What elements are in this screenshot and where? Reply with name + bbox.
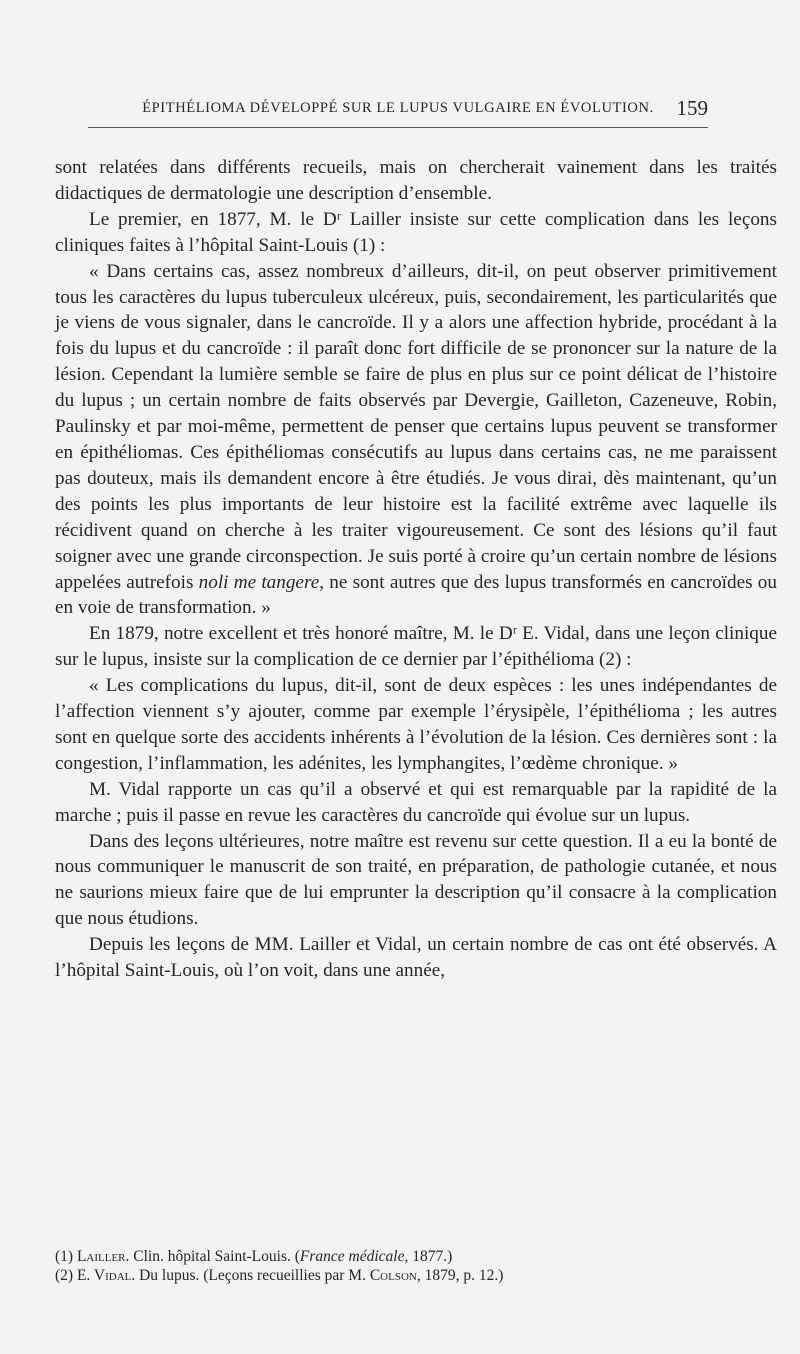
paragraph-lailler-intro: Le premier, en 1877, M. le Dʳ Lailler insiste sur cette complication dans les leçons cliniques faites à l’hôpital Saint-Louis (1) : bbox=[55, 208, 777, 256]
footnote-2-text: Du lupus. (Leçons recueillies par M. bbox=[135, 1267, 370, 1284]
running-header bbox=[88, 96, 708, 128]
paragraph-continuation: sont relatées dans différents recueils, mais on chercherait vainement dans les traités didactiques de dermatologie une description d’ensemble. bbox=[55, 157, 777, 204]
quote-vidal: « Les complications du lupus, dit-il, sont de deux espèces : les unes indépendantes de l’affection viennent s’y ajouter, comme par exemple l’érysipèle, l’épithélioma ; les autres sont en quelque sorte des accidents inhérents à l’évolution de la lésion. Ces dernières sont : la congestion, l’inflammation, les adénites, les lymphangites, l’œdème chronique. » bbox=[55, 675, 777, 774]
footnote-1-number: (1) bbox=[55, 1248, 74, 1265]
footnote-1-author: Lailler. bbox=[76, 1248, 130, 1265]
quote-lailler-italic: noli me tangere bbox=[198, 571, 320, 593]
running-title: ÉPITHÉLIOMA DÉVELOPPÉ SUR LE LUPUS VULGAIRE EN ÉVOLUTION. bbox=[142, 100, 654, 116]
quote-lailler-part-1: « Dans certains cas, assez nombreux d’ailleurs, dit-il, on peut observer primitivement tous les caractères du lupus tuberculeux ulcéreux, puis, secondairement, les particularités que je viens de vous signaler, dans le cancroïde. Il y a alors une affection hybride, procédant à la fois du lupus et du cancroïde : il paraît donc fort difficile de se prononcer sur la nature de la lésion. Cependant la lumière semble se faire de plus en plus sur ce point délicat de l’histoire du lupus ; un certain nombre de faits observés par Devergie, Gailleton, Cazeneuve, Robin, Paulinsky et par moi-même, permettent de penser que certains lupus peuvent se transformer en épithéliomas. Ces épithéliomas consécutifs au lupus dans certains cas, ne me paraissent pas douteux, mais ils demandent encore à être étudiés. Je vous dirai, dès maintenant, qu’un des points les plus importants de leur histoire est la facilité extrême avec laquelle ils récidivent quand on cherche à les traiter vigoureusement. Ce sont des lésions qu’il faut soigner avec une grande circonspection. Je suis porté à croire qu’un certain nombre de lésions appelées autrefois bbox=[55, 260, 777, 593]
footnote-2-end: , 1879, p. 12.) bbox=[416, 1267, 504, 1284]
paragraph-since: Depuis les leçons de MM. Lailler et Vidal, un certain nombre de cas ont été observés. A l’hôpital Saint-Louis, où l’on voit, dans une année, bbox=[55, 934, 777, 982]
footnote-2-editor: Colson bbox=[369, 1267, 417, 1284]
quote-lailler bbox=[55, 259, 777, 622]
footnotes bbox=[55, 1247, 777, 1285]
paragraph-later-lessons: Dans des leçons ultérieures, notre maître est revenu sur cette question. Il a eu la bonté de nous communiquer le manuscrit de son traité, en préparation, de pathologie cutanée, et nous ne saurions mieux faire que de lui emprunter la description qu’il consacre à la complication que nous étudions. bbox=[55, 830, 777, 930]
footnote-1-text: Clin. hôpital Saint-Louis. ( bbox=[129, 1248, 300, 1265]
footnote-2 bbox=[55, 1266, 777, 1285]
quote-lailler-part-2: , ne sont autres que des lupus transformés en cancroïdes ou en voie de transformation. » bbox=[55, 571, 777, 619]
footnote-2-number: (2) bbox=[55, 1267, 74, 1284]
footnote-1-journal: France médicale bbox=[299, 1248, 405, 1265]
footnote-1-end: , 1877.) bbox=[404, 1248, 453, 1265]
page-number: 159 bbox=[676, 96, 708, 120]
footnote-2-author: E. Vidal. bbox=[76, 1267, 136, 1284]
body-text bbox=[55, 155, 777, 984]
paragraph-vidal-case: M. Vidal rapporte un cas qu’il a observé et qui est remarquable par la rapidité de la marche ; puis il passe en revue les caractères du cancroïde qui évolue sur un lupus. bbox=[55, 778, 777, 826]
footnote-1 bbox=[55, 1247, 777, 1266]
paragraph-vidal-intro: En 1879, notre excellent et très honoré maître, M. le Dʳ E. Vidal, dans une leçon clinique sur le lupus, insiste sur la complication de ce dernier par l’épithélioma (2) : bbox=[55, 623, 777, 671]
